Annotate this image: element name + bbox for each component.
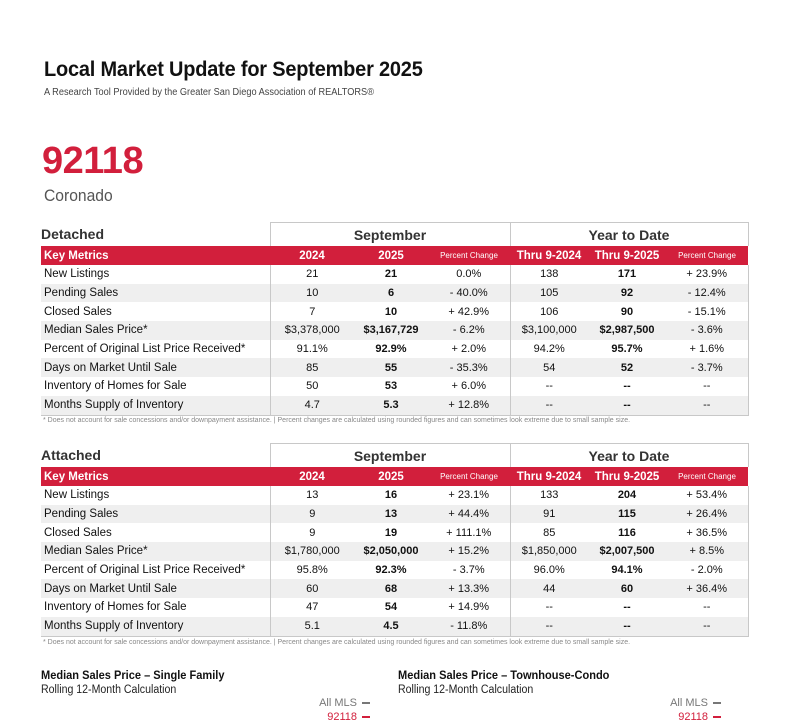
- month-2024-value: 9: [270, 505, 354, 524]
- ytd-2025-value: --: [588, 617, 666, 636]
- col-key-metrics: Key Metrics: [41, 246, 270, 265]
- ytd-percent-change: - 15.1%: [666, 302, 748, 321]
- table-row: [41, 265, 748, 284]
- page-title: Local Market Update for September 2025: [44, 58, 423, 81]
- month-2025-value: 10: [384, 305, 398, 318]
- chart-subtitle-townhouse-condo: Rolling 12-Month Calculation: [398, 684, 534, 696]
- month-2025-value: 92.3%: [375, 564, 407, 577]
- month-2025-value: 6: [354, 284, 428, 303]
- ytd-2025-value: 94.1%: [611, 564, 643, 577]
- metric-label: Closed Sales: [44, 526, 112, 539]
- month-group-header: September: [270, 444, 510, 468]
- ytd-2024-value: 133: [510, 486, 588, 505]
- col-2025: 2025: [354, 246, 428, 265]
- ytd-percent-change: --: [666, 617, 748, 636]
- ytd-2025-value: 60: [588, 579, 666, 598]
- month-2025-value: 21: [384, 268, 398, 281]
- month-percent-change: - 11.8%: [428, 617, 510, 636]
- table-row: [41, 340, 748, 359]
- ytd-2025-value: 95.7%: [611, 343, 643, 356]
- ytd-2024-value: --: [510, 377, 588, 396]
- month-2025-value: 54: [384, 601, 398, 614]
- month-percent-change: - 3.7%: [452, 564, 485, 577]
- metric-label: Pending Sales: [41, 505, 270, 524]
- ytd-2024-value: 106: [510, 302, 588, 321]
- month-2024-value: 95.8%: [270, 561, 354, 580]
- month-2025-value: 5.3: [354, 396, 428, 415]
- legend-label: All MLS: [670, 697, 708, 709]
- legend-swatch: [362, 702, 370, 704]
- ytd-percent-change: --: [666, 377, 748, 396]
- ytd-2025-value: --: [588, 396, 666, 415]
- month-percent-change: + 42.9%: [448, 305, 490, 318]
- footnote: * Does not account for sale concessions and/or downpayment assistance. | Percent changes are calculated using rounded figures and can sometimes look extreme due to small sample size.: [43, 417, 631, 424]
- legend-label: All MLS: [319, 697, 357, 709]
- table-row: [41, 617, 748, 636]
- ytd-percent-change: + 23.9%: [666, 265, 748, 284]
- month-percent-change: + 111.1%: [446, 526, 492, 539]
- col-2024: 2024: [270, 246, 354, 265]
- month-2025-value: $3,167,729: [354, 321, 428, 340]
- ytd-percent-change: + 1.6%: [666, 340, 748, 359]
- col-thru-2024: Thru 9-2024: [510, 467, 588, 486]
- month-2024-value: 21: [270, 265, 354, 284]
- month-2025-value: 55: [354, 358, 428, 377]
- legend-all-mls: [319, 697, 370, 709]
- ytd-2025-value: 52: [588, 358, 666, 377]
- section-title: Attached: [41, 447, 101, 464]
- table-row: [41, 486, 748, 505]
- column-header-row: [41, 467, 748, 486]
- zip-code: 92118: [42, 140, 144, 182]
- ytd-percent-change: + 36.4%: [666, 579, 748, 598]
- month-2024-value: 10: [270, 284, 354, 303]
- metric-label: Percent of Original List Price Received*: [44, 343, 246, 356]
- ytd-2025-value: 115: [588, 505, 666, 524]
- metric-label: Inventory of Homes for Sale: [44, 380, 187, 393]
- month-2024-value: 9: [270, 523, 354, 542]
- month-percent-change: - 35.3%: [428, 358, 510, 377]
- ytd-2024-value: --: [510, 396, 588, 415]
- table-row: [41, 377, 748, 396]
- attached-rows: [41, 486, 748, 636]
- ytd-percent-change: - 3.7%: [666, 358, 748, 377]
- attached-table: [41, 443, 748, 637]
- ytd-2024-value: 44: [510, 579, 588, 598]
- ytd-2024-value: $1,850,000: [510, 542, 588, 561]
- ytd-percent-change: + 26.4%: [666, 505, 748, 524]
- month-2024-value: 50: [270, 377, 354, 396]
- table-row: [41, 561, 748, 580]
- month-2025-value: 53: [384, 380, 398, 393]
- ytd-2025-value: 116: [618, 526, 636, 539]
- table-row: [41, 396, 748, 415]
- month-percent-change: + 13.3%: [428, 579, 510, 598]
- month-2024-value: 13: [270, 486, 354, 505]
- metric-label: Pending Sales: [41, 284, 270, 303]
- table-row: [41, 321, 748, 340]
- table-row: [41, 579, 748, 598]
- legend-all-mls: [670, 697, 721, 709]
- ytd-percent-change: - 12.4%: [666, 284, 748, 303]
- col-thru-2025: Thru 9-2025: [588, 467, 666, 486]
- ytd-2024-value: --: [510, 598, 588, 617]
- month-percent-change: + 44.4%: [428, 505, 510, 524]
- month-2024-value: 5.1: [270, 617, 354, 636]
- ytd-2025-value: $2,987,500: [588, 321, 666, 340]
- ytd-percent-change: + 53.4%: [666, 486, 748, 505]
- ytd-percent-change: - 3.6%: [666, 321, 748, 340]
- month-2024-value: $1,780,000: [270, 542, 354, 561]
- month-percent-change: + 6.0%: [451, 380, 487, 393]
- ytd-2025-value: 171: [617, 268, 637, 281]
- metric-label: New Listings: [44, 489, 110, 502]
- metric-label: Days on Market Until Sale: [41, 358, 270, 377]
- table-row: [41, 523, 748, 542]
- chart-subtitle-single-family: Rolling 12-Month Calculation: [41, 684, 177, 696]
- metric-label: Inventory of Homes for Sale: [44, 601, 187, 614]
- ytd-group-header: Year to Date: [510, 444, 748, 468]
- col-key-metrics: Key Metrics: [41, 467, 270, 486]
- col-percent-change-ytd: Percent Change: [666, 467, 748, 486]
- month-group-header: September: [270, 223, 510, 247]
- chart-title-townhouse-condo: Median Sales Price – Townhouse-Condo: [398, 668, 610, 682]
- month-percent-change: - 40.0%: [428, 284, 510, 303]
- month-2025-value: 13: [354, 505, 428, 524]
- month-2024-value: 60: [270, 579, 354, 598]
- table-row: [41, 542, 748, 561]
- detached-table: [41, 222, 748, 416]
- month-2025-value: 4.5: [354, 617, 428, 636]
- ytd-2024-value: $3,100,000: [510, 321, 588, 340]
- ytd-percent-change: + 8.5%: [666, 542, 748, 561]
- month-2025-value: 68: [354, 579, 428, 598]
- detached-rows: [41, 265, 748, 415]
- ytd-2024-value: 85: [510, 523, 588, 542]
- ytd-2025-value: 204: [617, 489, 637, 502]
- month-2024-value: 4.7: [270, 396, 354, 415]
- ytd-2025-value: --: [623, 601, 631, 614]
- chart-title-single-family: Median Sales Price – Single Family: [41, 668, 225, 682]
- metric-label: Days on Market Until Sale: [41, 579, 270, 598]
- month-percent-change: + 23.1%: [448, 489, 490, 502]
- month-2025-value: 19: [384, 526, 398, 539]
- legend-label: 92118: [327, 711, 357, 723]
- ytd-percent-change: - 2.0%: [666, 561, 748, 580]
- legend-swatch: [362, 716, 370, 718]
- footnote: * Does not account for sale concessions and/or downpayment assistance. | Percent changes are calculated using rounded figures and can sometimes look extreme due to small sample size.: [43, 639, 631, 646]
- month-percent-change: + 14.9%: [448, 601, 490, 614]
- metric-label: Months Supply of Inventory: [41, 617, 270, 636]
- ytd-percent-change: --: [666, 598, 748, 617]
- col-percent-change: Percent Change: [428, 467, 510, 486]
- metric-label: Closed Sales: [44, 305, 112, 318]
- legend-label: 92118: [678, 711, 708, 723]
- ytd-2024-value: 96.0%: [510, 561, 588, 580]
- col-thru-2024: Thru 9-2024: [510, 246, 588, 265]
- month-percent-change: 0.0%: [456, 268, 482, 281]
- city-name: Coronado: [44, 186, 113, 205]
- section-title: Detached: [41, 226, 105, 243]
- month-2025-value: $2,050,000: [354, 542, 428, 561]
- ytd-group-header: Year to Date: [510, 223, 748, 247]
- col-2025: 2025: [354, 467, 428, 486]
- metric-label: Percent of Original List Price Received*: [44, 564, 246, 577]
- col-2024: 2024: [270, 467, 354, 486]
- month-2024-value: 7: [270, 302, 354, 321]
- month-2024-value: 47: [270, 598, 354, 617]
- table-row: [41, 284, 748, 303]
- month-2025-value: 16: [384, 489, 398, 502]
- month-percent-change: + 15.2%: [428, 542, 510, 561]
- month-percent-change: - 6.2%: [428, 321, 510, 340]
- month-2024-value: 85: [270, 358, 354, 377]
- month-2024-value: $3,378,000: [270, 321, 354, 340]
- metric-label: New Listings: [44, 268, 110, 281]
- ytd-2025-value: --: [623, 380, 631, 393]
- legend-swatch: [713, 702, 721, 704]
- ytd-percent-change: + 36.5%: [666, 523, 748, 542]
- ytd-2024-value: 54: [510, 358, 588, 377]
- page-subtitle: A Research Tool Provided by the Greater San Diego Association of REALTORS®: [44, 87, 374, 98]
- metric-label: Median Sales Price*: [41, 542, 270, 561]
- legend-zip: [678, 711, 721, 723]
- ytd-2024-value: 94.2%: [510, 340, 588, 359]
- col-thru-2025: Thru 9-2025: [588, 246, 666, 265]
- col-percent-change-ytd: Percent Change: [666, 246, 748, 265]
- col-percent-change: Percent Change: [428, 246, 510, 265]
- month-2025-value: 92.9%: [375, 343, 407, 356]
- ytd-2024-value: 91: [510, 505, 588, 524]
- column-header-row: [41, 246, 748, 265]
- ytd-2024-value: 105: [510, 284, 588, 303]
- month-percent-change: + 12.8%: [428, 396, 510, 415]
- ytd-2024-value: --: [510, 617, 588, 636]
- ytd-percent-change: --: [666, 396, 748, 415]
- legend-zip: [327, 711, 370, 723]
- ytd-2025-value: 90: [620, 305, 634, 318]
- table-row: [41, 302, 748, 321]
- ytd-2025-value: $2,007,500: [588, 542, 666, 561]
- month-2024-value: 91.1%: [270, 340, 354, 359]
- table-row: [41, 598, 748, 617]
- legend-swatch: [713, 716, 721, 718]
- metric-label: Median Sales Price*: [41, 321, 270, 340]
- ytd-2024-value: 138: [510, 265, 588, 284]
- ytd-2025-value: 92: [588, 284, 666, 303]
- metric-label: Months Supply of Inventory: [41, 396, 270, 415]
- table-row: [41, 358, 748, 377]
- table-row: [41, 505, 748, 524]
- month-percent-change: + 2.0%: [451, 343, 487, 356]
